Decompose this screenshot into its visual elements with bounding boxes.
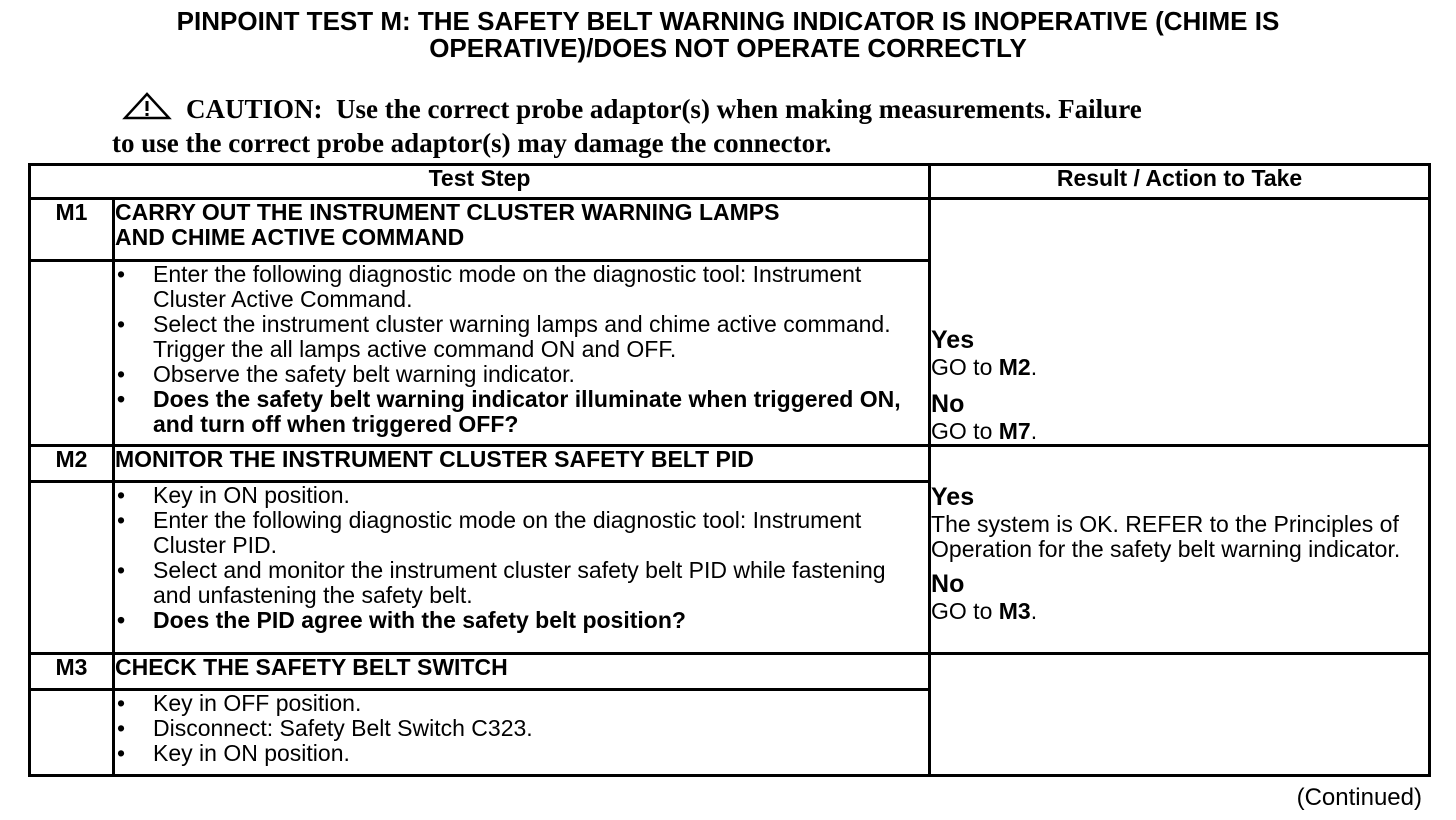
result-yes-action: GO to M2. <box>931 354 1038 380</box>
step-bullets-m3 <box>115 691 928 766</box>
result-yes-label: Yes <box>931 326 975 354</box>
step-body-m3 <box>114 690 930 776</box>
step-bullets-m2 <box>115 483 928 633</box>
step-heading-m3: CHECK THE SAFETY BELT SWITCH <box>114 654 930 690</box>
header-test-step: Test Step <box>30 165 930 199</box>
result-cell-m1 <box>930 199 1430 446</box>
result-no-prefix: GO to <box>931 598 993 624</box>
result-no-action: GO to M7. <box>931 418 1038 444</box>
result-no-prefix: GO to <box>931 418 993 444</box>
caution-text-line-2: to use the correct probe adaptor(s) may damage the connector. <box>112 128 832 158</box>
list-item: • Disconnect: Safety Belt Switch C323. <box>115 716 928 741</box>
step-id-m3: M3 <box>30 654 114 690</box>
list-item: • Key in ON position. <box>115 483 928 508</box>
step-heading-m1-line-1: CARRY OUT THE INSTRUMENT CLUSTER WARNING LAMPS <box>115 199 780 225</box>
pinpoint-test-table <box>28 163 1431 777</box>
list-item: • Observe the safety belt warning indicator. <box>115 362 928 387</box>
caution-label: CAUTION: <box>186 94 323 124</box>
step-id-spacer <box>30 261 114 446</box>
caution-text-line-1: Use the correct probe adaptor(s) when making measurements. Failure <box>336 94 1142 124</box>
header-result: Result / Action to Take <box>930 165 1430 199</box>
step-bullets-m1 <box>115 262 928 437</box>
list-item: • Key in OFF position. <box>115 691 928 716</box>
result-yes-label: Yes <box>931 483 975 511</box>
pinpoint-test-title <box>0 8 1456 62</box>
step-id-m2: M2 <box>30 446 114 482</box>
result-no-action: GO to M3. <box>931 598 1038 624</box>
list-item: • Select the instrument cluster warning lamps and chime active command. Trigger the all lamps active command ON and OFF. <box>115 312 928 362</box>
list-item: • Does the safety belt warning indicator illuminate when triggered ON, and turn off when triggered OFF? <box>115 387 928 437</box>
warning-triangle-icon <box>122 92 172 127</box>
result-cell-m3 <box>930 654 1430 776</box>
list-item: • Key in ON position. <box>115 741 928 766</box>
continued-label: (Continued) <box>1296 784 1422 811</box>
list-item: • Does the PID agree with the safety belt position? <box>115 608 928 633</box>
step-id-spacer <box>30 690 114 776</box>
step-id-spacer <box>30 482 114 654</box>
caution-notice <box>112 92 1342 159</box>
list-item: • Enter the following diagnostic mode on the diagnostic tool: Instrument Cluster Active Command. <box>115 262 928 312</box>
step-body-m1 <box>114 261 930 446</box>
step-id-m1: M1 <box>30 199 114 261</box>
result-cell-m2 <box>930 446 1430 654</box>
result-no-target: M7 <box>998 418 1031 444</box>
title-line-1: PINPOINT TEST M: THE SAFETY BELT WARNING INDICATOR IS INOPERATIVE (CHIME IS <box>176 6 1280 36</box>
step-body-m2 <box>114 482 930 654</box>
result-no-target: M3 <box>998 598 1031 624</box>
list-item: • Select and monitor the instrument cluster safety belt PID while fastening and unfastening the safety belt. <box>115 558 928 608</box>
result-no-label: No <box>931 570 965 598</box>
step-heading-m1 <box>114 199 930 261</box>
step-heading-m1-line-2: AND CHIME ACTIVE COMMAND <box>115 224 465 250</box>
result-yes-target: M2 <box>998 354 1031 380</box>
title-line-2: OPERATIVE)/DOES NOT OPERATE CORRECTLY <box>429 33 1027 63</box>
list-item: • Enter the following diagnostic mode on the diagnostic tool: Instrument Cluster PID. <box>115 508 928 558</box>
result-yes-prefix: GO to <box>931 354 993 380</box>
result-yes-text: The system is OK. REFER to the Principles of Operation for the safety belt warning indicator. <box>931 511 1401 562</box>
result-no-label: No <box>931 390 965 418</box>
step-heading-m2: MONITOR THE INSTRUMENT CLUSTER SAFETY BELT PID <box>114 446 930 482</box>
